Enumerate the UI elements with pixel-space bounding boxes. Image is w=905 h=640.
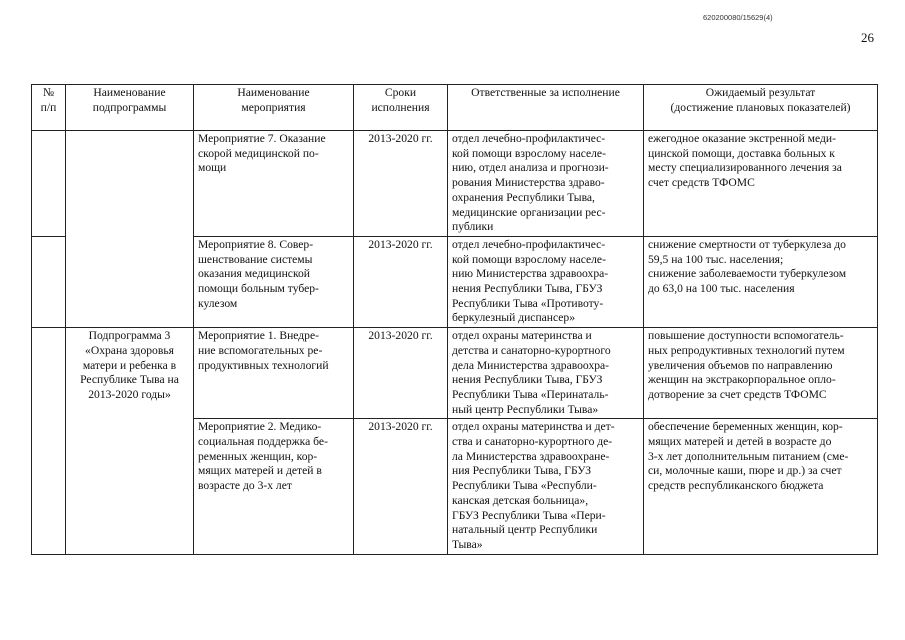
row-number <box>32 236 66 327</box>
result-cell: снижение смертности от туберкулеза до 59,5 на 100 тыс. населения; снижение заболеваемости туберкулезом до 63,0 на 100 тыс. населения <box>644 236 878 327</box>
header-subprogram: Наименование подпрограммы <box>66 85 194 131</box>
result-cell: повышение доступности вспомогатель- ных репродуктивных технологий путем увеличения объемов по направлению женщин на экстракорпоральное опло- дотворение за счет средств ТФОМС <box>644 328 878 419</box>
result-cell: обеспечение беременных женщин, кор- мящих матерей и детей в возрасте до 3-х лет дополнительным питанием (сме- си, молочные каши, пюре и др.) за счет средств республиканского бюджета <box>644 419 878 555</box>
result-cell: ежегодное оказание экстренной меди- цинской помощи, доставка больных к месту специализированного лечения за счет средств ТФОМС <box>644 131 878 237</box>
subprogram-cell: Подпрограмма 3 «Охрана здоровья матери и ребенка в Республике Тыва на 2013-2020 годы» <box>66 328 194 555</box>
header-responsible: Ответственные за исполнение <box>448 85 644 131</box>
event-cell: Мероприятие 8. Совер- шенствование системы оказания медицинской помощи больным тубер- кулезом <box>194 236 354 327</box>
responsible-cell: отдел охраны материнства и дет- ства и санаторно-курортного де- ла Министерства здравоохране- ния Республики Тыва, ГБУЗ Республики Тыва «Республи- канская детская больница», ГБУЗ Республики Тыва «Пери- натальный центр Республики Тыва» <box>448 419 644 555</box>
table-row <box>32 131 878 237</box>
row-number <box>32 328 66 555</box>
table-header-row <box>32 85 878 131</box>
responsible-cell: отдел охраны материнства и детства и санаторно-курортного дела Министерства здравоохра- нения Республики Тыва, ГБУЗ Республики Тыва «Перинаталь- ный центр Республики Тыва» <box>448 328 644 419</box>
event-cell: Мероприятие 2. Медико- социальная поддержка бе- ременных женщин, кор- мящих матерей и детей в возрасте до 3-х лет <box>194 419 354 555</box>
program-table <box>31 84 878 555</box>
table-row <box>32 328 878 419</box>
period-cell: 2013-2020 гг. <box>354 419 448 555</box>
period-cell: 2013-2020 гг. <box>354 328 448 419</box>
event-cell: Мероприятие 7. Оказание скорой медицинской по- мощи <box>194 131 354 237</box>
header-event: Наименование мероприятия <box>194 85 354 131</box>
header-number: № п/п <box>32 85 66 131</box>
document-id: 620200080/15629(4) <box>703 13 773 22</box>
event-cell: Мероприятие 1. Внедре- ние вспомогательных ре- продуктивных технологий <box>194 328 354 419</box>
responsible-cell: отдел лечебно-профилактичес- кой помощи взрослому населе- нию Министерства здравоохра- нения Республики Тыва, ГБУЗ Республики Тыва «Противоту- беркулезный диспансер» <box>448 236 644 327</box>
row-number <box>32 131 66 237</box>
page-number: 26 <box>861 30 874 45</box>
subprogram-cell <box>66 131 194 328</box>
header-result: Ожидаемый результат (достижение плановых показателей) <box>644 85 878 131</box>
period-cell: 2013-2020 гг. <box>354 131 448 237</box>
period-cell: 2013-2020 гг. <box>354 236 448 327</box>
responsible-cell: отдел лечебно-профилактичес- кой помощи взрослому населе- нию, отдел анализа и прогнози- рования Министерства здраво- охранения Республики Тыва, медицинские организации рес- публики <box>448 131 644 237</box>
header-period: Сроки исполнения <box>354 85 448 131</box>
